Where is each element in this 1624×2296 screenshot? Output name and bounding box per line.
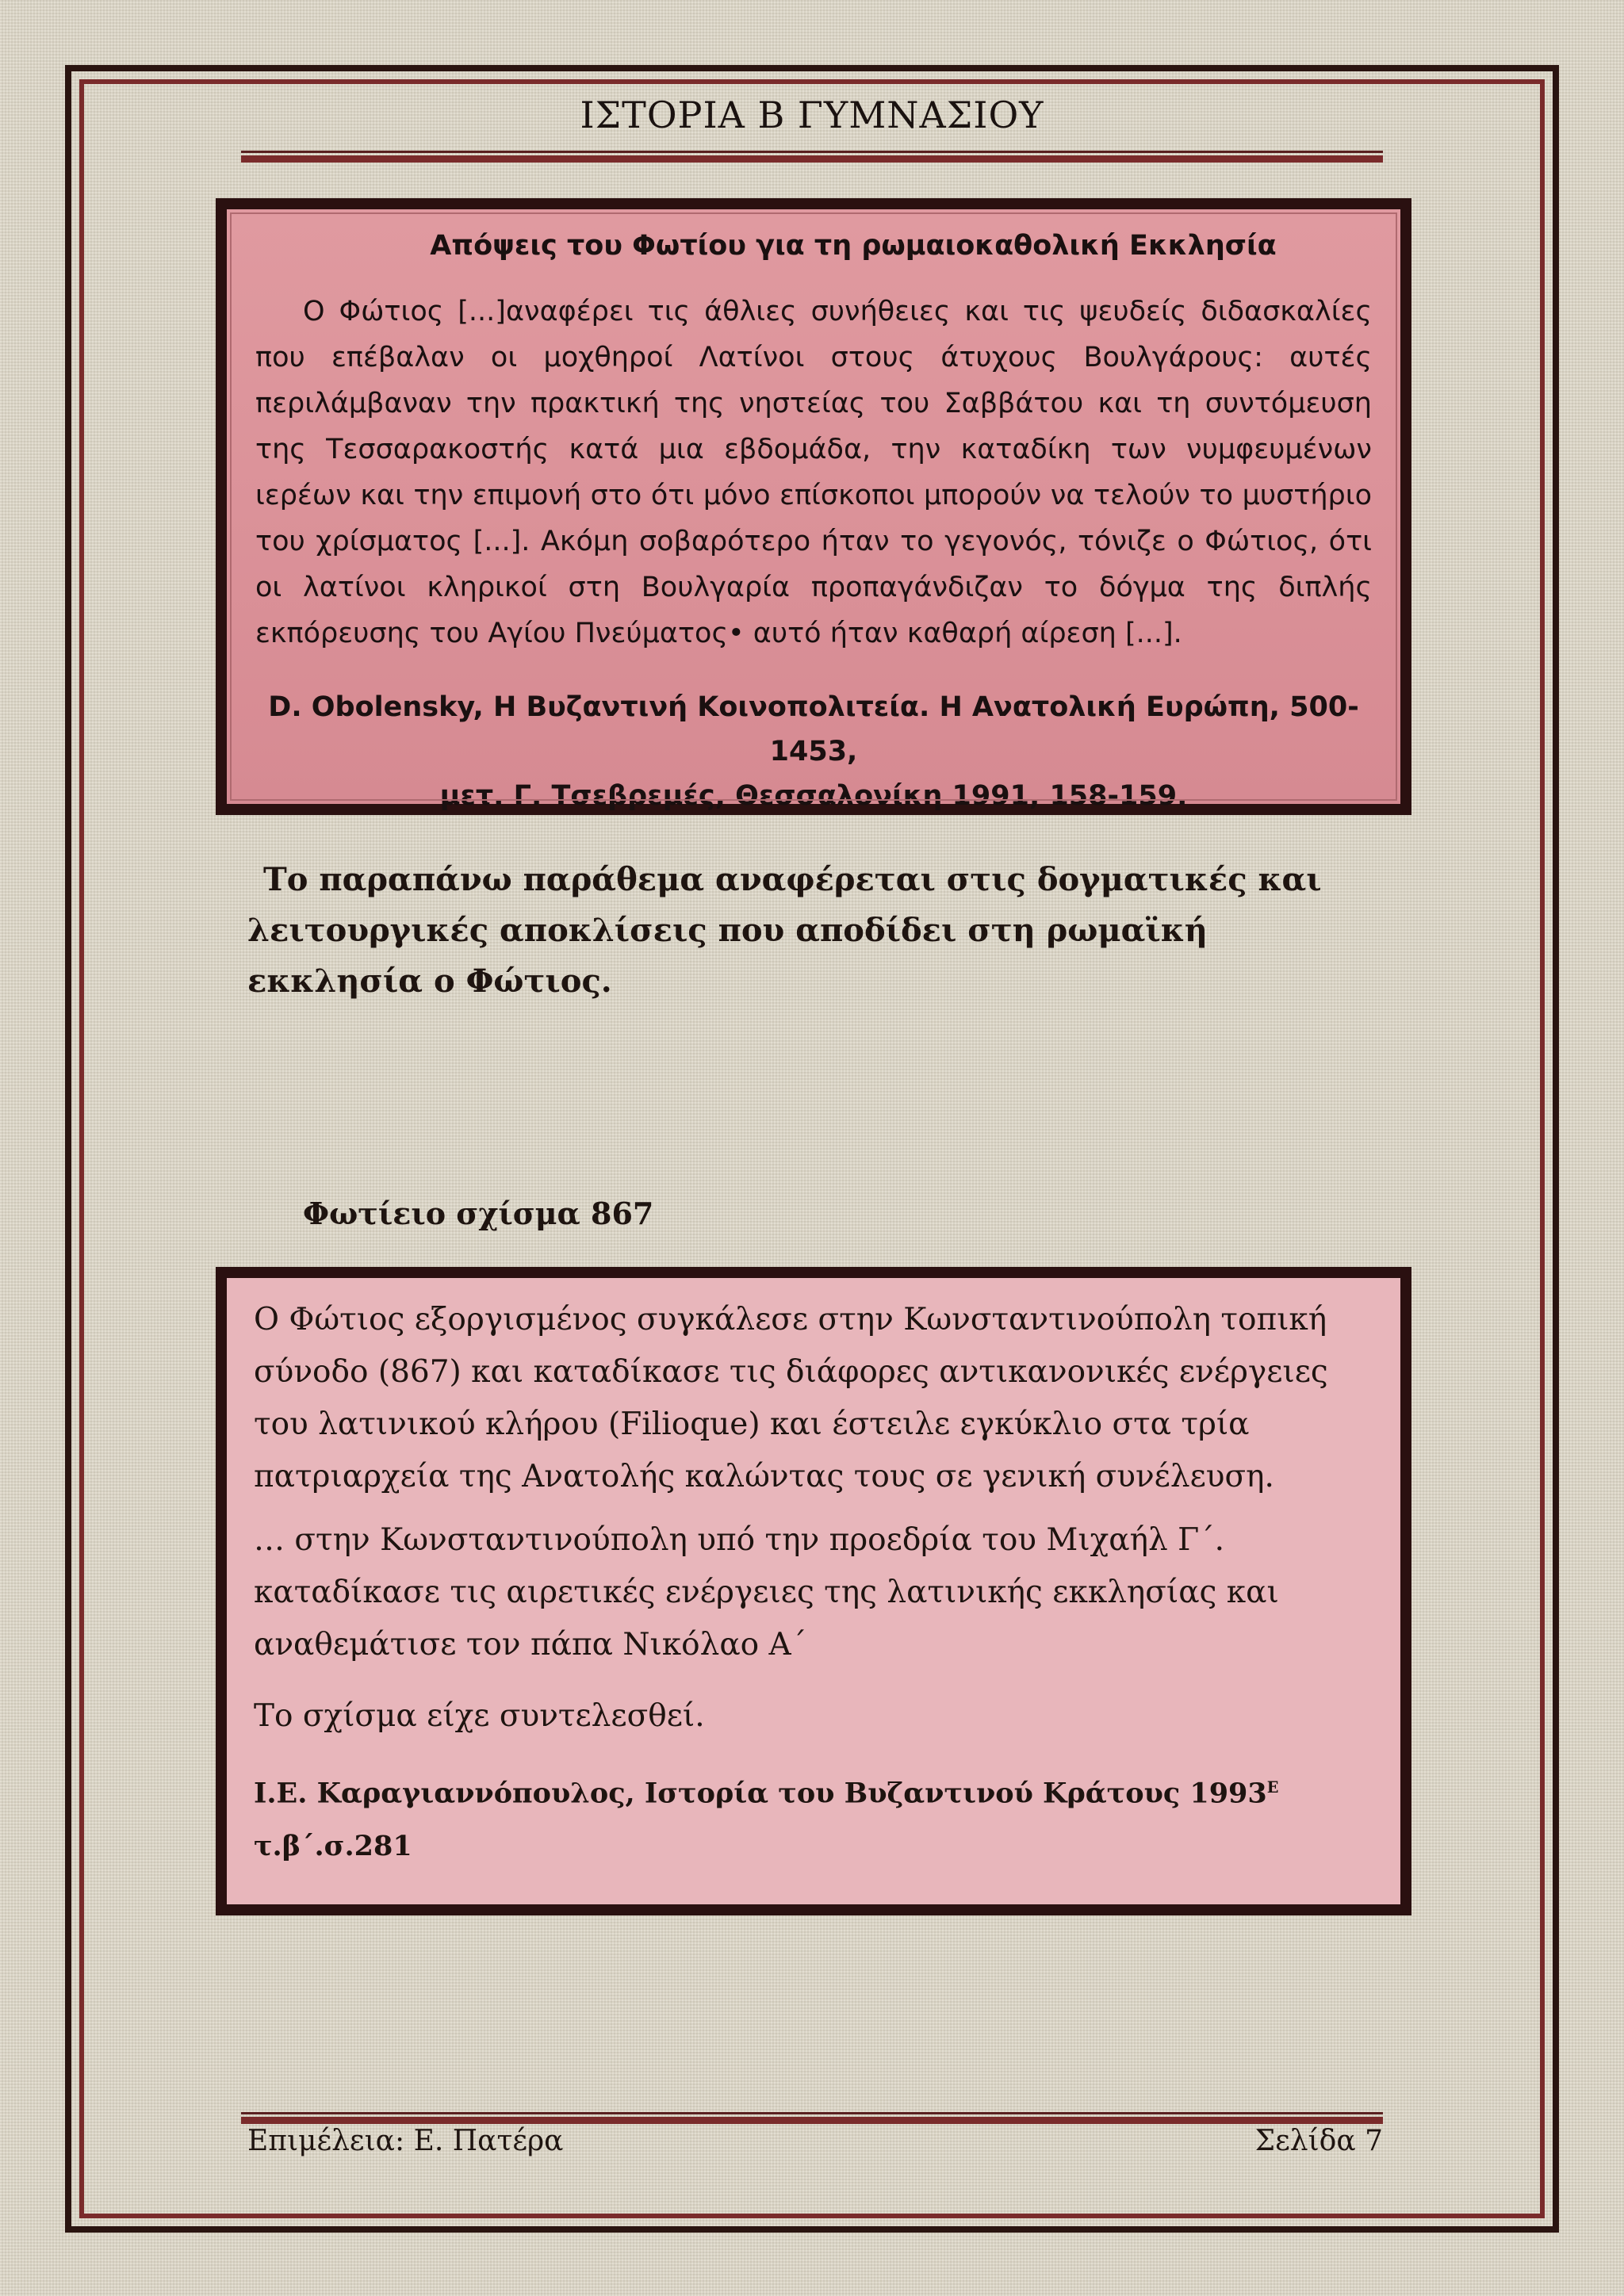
schism-reference (254, 1762, 1372, 1873)
footer-page-number: Σελίδα 7 (1254, 2125, 1383, 2157)
schism-paragraph-3: Το σχίσμα είχε συντελεσθεί. (254, 1698, 705, 1734)
quote-source-line-1: D. Obolensky, Η Βυζαντινή Κοινοπολιτεία. Η Ανατολική Ευρώπη, 500-1453, (268, 691, 1359, 767)
schism-reference-edition: Ε (1266, 1778, 1279, 1797)
section-heading: Φωτίειο σχίσμα 867 (303, 1196, 654, 1231)
schism-paragraph-2: … στην Κωνσταντινούπολη υπό την προεδρία του Μιχαήλ Γ΄. καταδίκασε τις αιρετικές ενέργειες της λατινικής εκκλησίας και αναθεμάτισε τον πάπα Νικόλαο Α΄ (254, 1522, 1279, 1663)
schism-paragraph-1: Ο Φώτιος εξοργισμένος συγκάλεσε στην Κωνσταντινούπολη τοπική σύνοδο (867) και καταδίκασε τις διάφορες αντικανονικές ενέργειες του λατινικού κλήρου (Filioque) και έστειλε εγκύκλιο στα τρία πατριαρχεία της Ανατολής καλώντας τους σε γενική συνέλευση. (254, 1302, 1328, 1494)
schism-box (216, 1267, 1411, 1915)
quote-body: Ο Φώτιος [...]αναφέρει τις άθλιες συνήθειες και τις ψευδείς διδασκαλίες που επέβαλαν οι μοχθηροί Λατίνοι στους άτυχους Βουλγάρους: αυτές περιλάμβαναν την πρακτική της νηστείας του Σαββάτου και τη συντόμευση της Τεσσαρακοστής κατά μια εβδομάδα, την καταδίκη των νυμφευμένων ιερέων και την επιμονή στο ότι μόνο επίσκοποι μπορούν να τελούν το μυστήριο του χρίσματος [...]. Ακόμη σοβαρότερο ήταν το γεγονός, τόνιζε ο Φώτιος, ότι οι λατίνοι κληρικοί στη Βουλγαρία προπαγάνδιζαν το δόγμα της διπλής εκπόρευσης του Αγίου Πνεύματος• αυτό ήταν καθαρή αίρεση [...]. (255, 296, 1372, 649)
commentary-paragraph: Το παραπάνω παράθεμα αναφέρεται στις δογματικές και λειτουργικές αποκλίσεις που αποδίδει στη ρωμαϊκή εκκλησία ο Φώτιος. (247, 861, 1322, 1000)
header-rule (241, 151, 1383, 163)
footer-rule (241, 2112, 1383, 2124)
schism-reference-tail: τ.β΄.σ.281 (254, 1829, 412, 1862)
page-header-title: ΙΣΤΟΡΙΑ Β ΓΥΜΝΑΣΙΟΥ (580, 94, 1044, 136)
quote-source-line-2: μετ. Γ. Τσεβρεμές, Θεσσαλονίκη 1991, 158-159. (439, 780, 1188, 812)
quote-title: Απόψεις του Φωτίου για τη ρωμαιοκαθολική Εκκλησία (430, 230, 1277, 262)
footer-editor: Επιμέλεια: Ε. Πατέρα (247, 2125, 564, 2157)
quote-source (255, 685, 1372, 818)
quote-box (216, 198, 1411, 815)
schism-reference-main: Ι.Ε. Καραγιαννόπουλος, Ιστορία του Βυζαντινού Κράτους 1993 (254, 1777, 1267, 1810)
